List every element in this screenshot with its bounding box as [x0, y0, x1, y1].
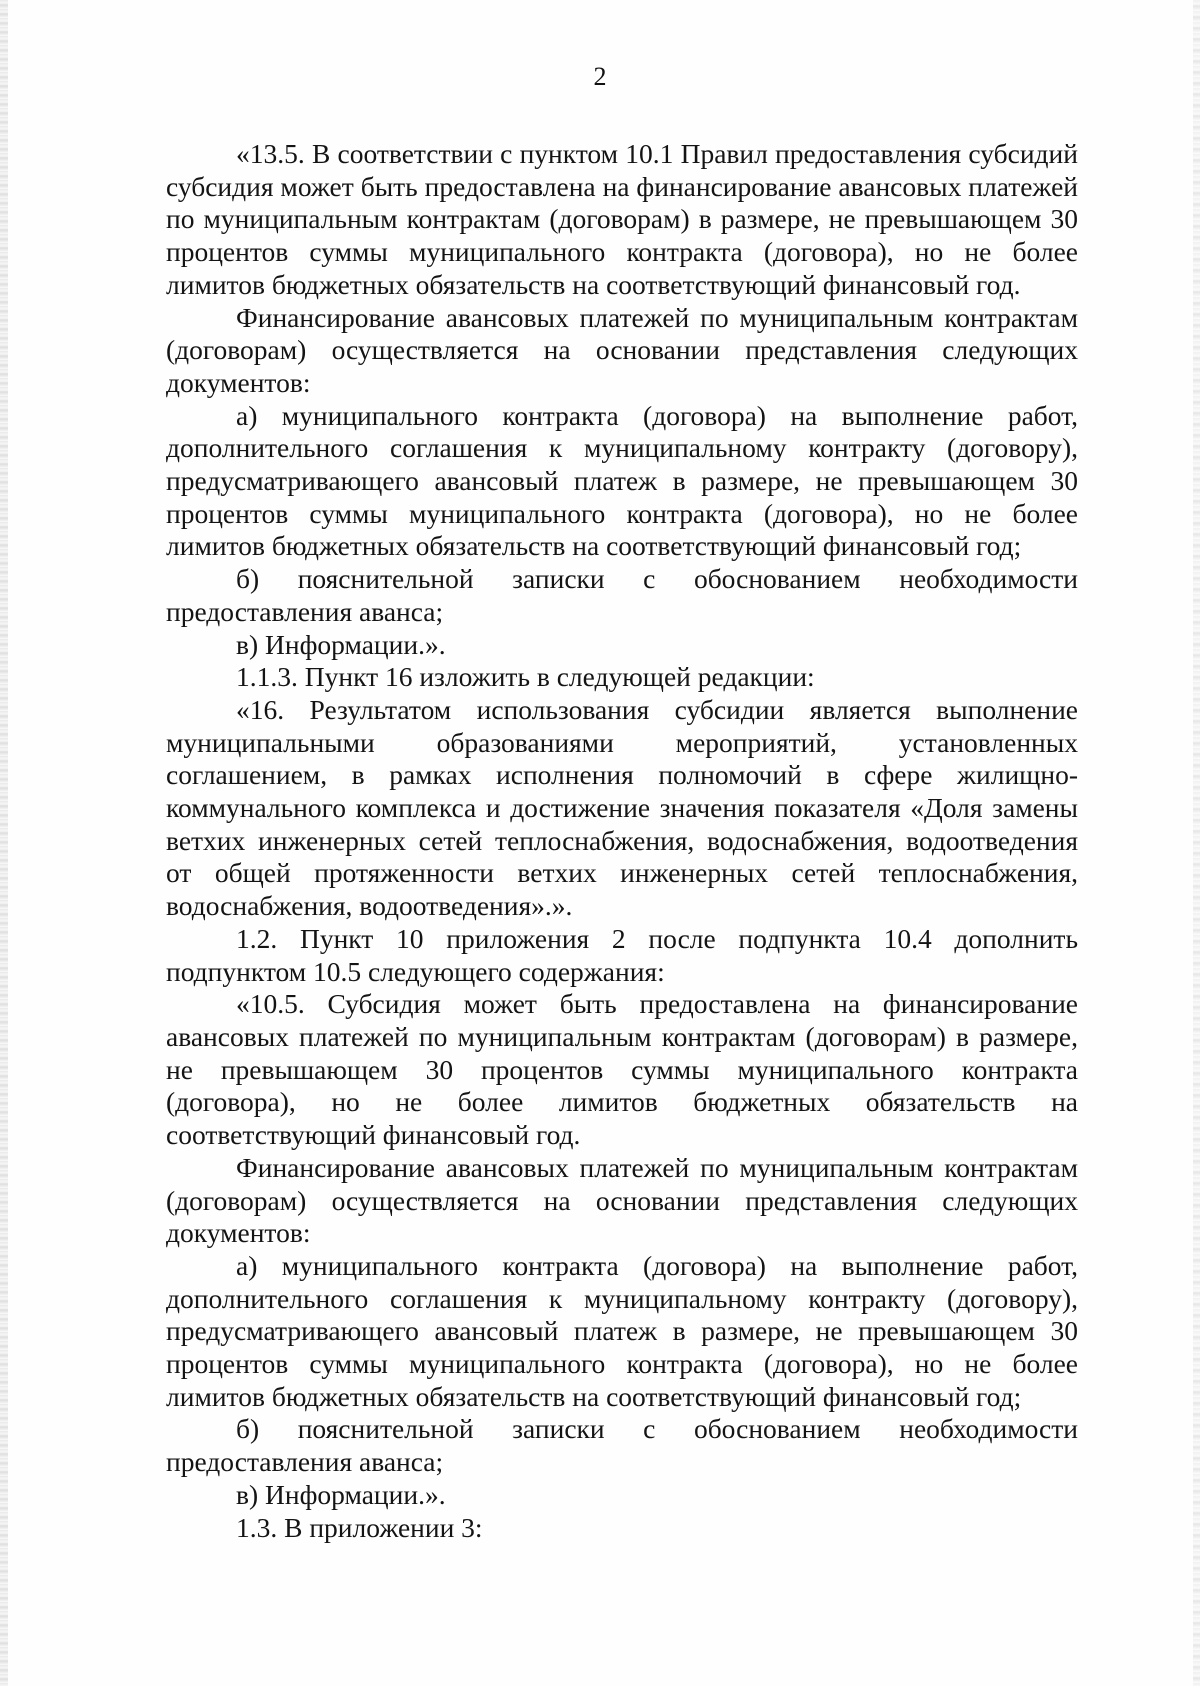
paragraph-item-a-2: а) муниципального контракта (договора) на выполнение работ, дополнительного соглашения к муниципальному контракту (договору), предусматривающего авансовый платеж в размере, не превышающем 30 процентов суммы муниципального контракта (договора), но не более лимитов бюджетных обязательств на соответствующий финансовый год;: [166, 1249, 1078, 1412]
paragraph-item-v: в) Информации.».: [236, 628, 446, 660]
page-number: 2: [593, 62, 607, 91]
paragraph-item-b: б) пояснительной записки с обоснованием необходимости предоставления аванса;: [166, 563, 1078, 627]
paragraph-item-a: а) муниципального контракта (договора) на выполнение работ, дополнительного соглашения к муниципальному контракту (договору), предусматривающего авансовый платеж в размере, не превышающем 30 процентов суммы муниципального контракта (договора), но не более лимитов бюджетных обязательств на соответствующий финансовый год;: [166, 399, 1078, 562]
scan-edge-right: [1193, 0, 1200, 1686]
document-body: [166, 138, 1078, 1544]
paragraph-1-1-3: 1.1.3. Пункт 16 изложить в следующей редакции:: [236, 661, 815, 693]
paragraph-advance-financing: Финансирование авансовых платежей по муниципальным контрактам (договорам) осуществляется на основании представления следующих документов:: [166, 301, 1078, 398]
paragraph-13-5: «13.5. В соответствии с пунктом 10.1 Правил предоставления субсидий субсидия может быть предоставлена на финансирование авансовых платежей по муниципальным контрактам (договорам) в размере, не превышающем 30 процентов суммы муниципального контракта (договора), но не более лимитов бюджетных обязательств на соответствующий финансовый год.: [166, 138, 1078, 300]
scan-edge-left: [0, 0, 8, 1686]
paragraph-16: «16. Результатом использования субсидии является выполнение муниципальными образованиями мероприятий, установленных соглашением, в рамках исполнения полномочий в сфере жилищно-коммунального комплекса и достижение значения показателя «Доля замены ветхих инженерных сетей теплоснабжения, водоснабжения, водоотведения от общей протяженности ветхих инженерных сетей теплоснабжения, водоснабжения, водоотведения».».: [166, 693, 1078, 922]
paragraph-item-v-2: в) Информации.».: [236, 1478, 446, 1510]
paragraph-1-2: 1.2. Пункт 10 приложения 2 после подпункта 10.4 дополнить подпунктом 10.5 следующего содержания:: [166, 922, 1078, 987]
paragraph-10-5: «10.5. Субсидия может быть предоставлена на финансирование авансовых платежей по муниципальным контрактам (договорам) в размере, не превышающем 30 процентов суммы муниципального контракта (договора), но не более лимитов бюджетных обязательств на соответствующий финансовый год.: [166, 988, 1078, 1151]
paragraph-advance-financing-2: Финансирование авансовых платежей по муниципальным контрактам (договорам) осуществляется на основании представления следующих документов:: [166, 1151, 1078, 1249]
paragraph-1-3: 1.3. В приложении 3:: [236, 1511, 483, 1543]
paragraph-item-b-2: б) пояснительной записки с обоснованием необходимости предоставления аванса;: [166, 1413, 1078, 1478]
